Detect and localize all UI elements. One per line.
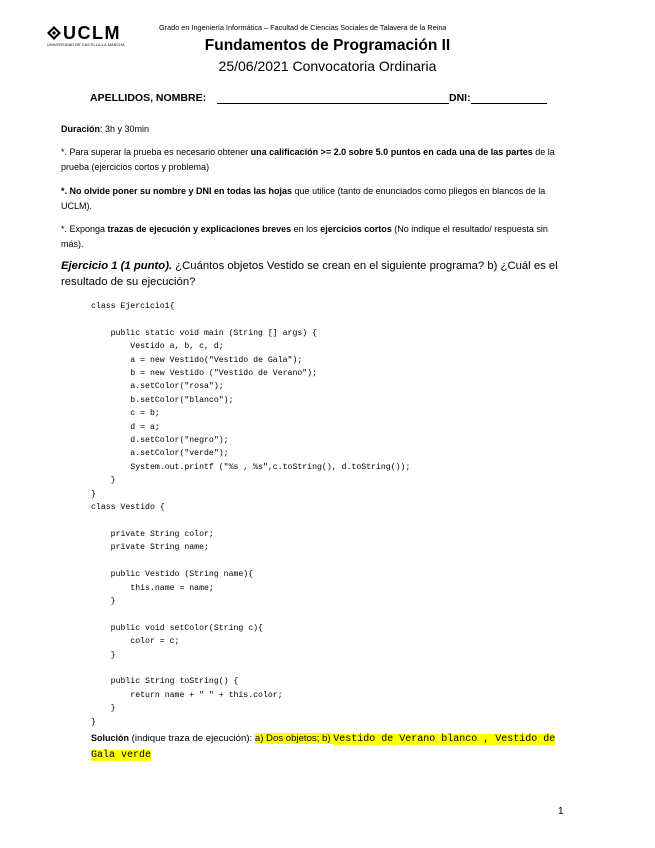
rule-3-tail: (No indique el resultado/ respuesta sin más).	[61, 224, 548, 249]
exercise-title: Ejercicio 1 (1 punto).	[61, 260, 173, 272]
exercise-question: ¿Cuántos objetos Vestido se crean en el siguiente programa? b) ¿Cuál es el resultado de su ejecución?	[61, 260, 558, 288]
name-field[interactable]	[217, 92, 449, 104]
dni-field[interactable]	[471, 92, 547, 104]
rule-1-tail: de la prueba (ejercicios cortos y problema)	[61, 147, 555, 172]
solution-answer-b: Vestido de Verano blanco , Vestido de Gala verde	[91, 734, 556, 761]
duration-text	[61, 122, 566, 137]
logo-text: UCLM	[63, 23, 121, 43]
degree-line: Grado en Ingeniería Informática – Facultad de Ciencias Sociales de Talavera de la Reina	[159, 23, 447, 32]
rule-2-text: que utilice (tanto de enunciados como pliegos en blancos de la UCLM).	[61, 186, 546, 211]
rule-1	[61, 145, 566, 175]
exercise-statement	[61, 258, 581, 290]
duration-value: : 3h y 30min	[100, 124, 150, 134]
solution-label: Solución	[91, 733, 129, 743]
rule-1-text: *. Para superar la prueba es necesario obtener	[61, 147, 251, 157]
rule-3-bold-2: ejercicios cortos	[320, 224, 392, 234]
rule-3-text: *. Exponga	[61, 224, 108, 234]
rule-3	[61, 222, 566, 252]
exam-date: 25/06/2021 Convocatoria Ordinaria	[218, 58, 437, 74]
course-title: Fundamentos de Programación II	[204, 37, 451, 54]
rule-2-bold: *. No olvide poner su nombre y DNI en todas las hojas	[61, 186, 293, 196]
rule-2	[61, 184, 566, 214]
solution	[91, 731, 561, 763]
logo-subtext: UNIVERSIDAD DE CASTILLA-LA MANCHA	[47, 43, 125, 47]
rule-3-mid: en los	[291, 224, 321, 234]
code-listing: class Ejercicio1{ public static void main (String [] args) { Vestido a, b, c, d; a = new Vestido("Vestido de Gala"); b = new Vestido ("Vestido de Verano"); a.setColor("rosa"); b.setColor("blanco"); c = b; d = a; d.setColor("negro"); a.setColor("verde"); System.out.printf ("%s , %s",c.toString(), d.toString()); } } class Vestido { private String color; private String name; public Vestido (String name){ this.name = name; } public void setColor(String c){ color = c; } public String toString() { return name + " " + this.color; } }	[91, 302, 411, 727]
solution-label-rest: (indique traza de ejecución):	[129, 733, 255, 744]
rule-3-bold: trazas de ejecución y explicaciones breves	[107, 224, 292, 234]
name-label: APELLIDOS, NOMBRE:	[90, 92, 207, 104]
duration-label: Duración	[61, 124, 101, 134]
dni-label: DNI:	[449, 92, 471, 104]
page-number: 1	[558, 806, 564, 817]
student-info-row	[90, 92, 547, 104]
solution-answer-a: a) Dos objetos; b)	[254, 733, 334, 744]
rule-1-bold: una calificación >= 2.0 sobre 5.0 puntos en cada una de las partes	[250, 147, 533, 157]
